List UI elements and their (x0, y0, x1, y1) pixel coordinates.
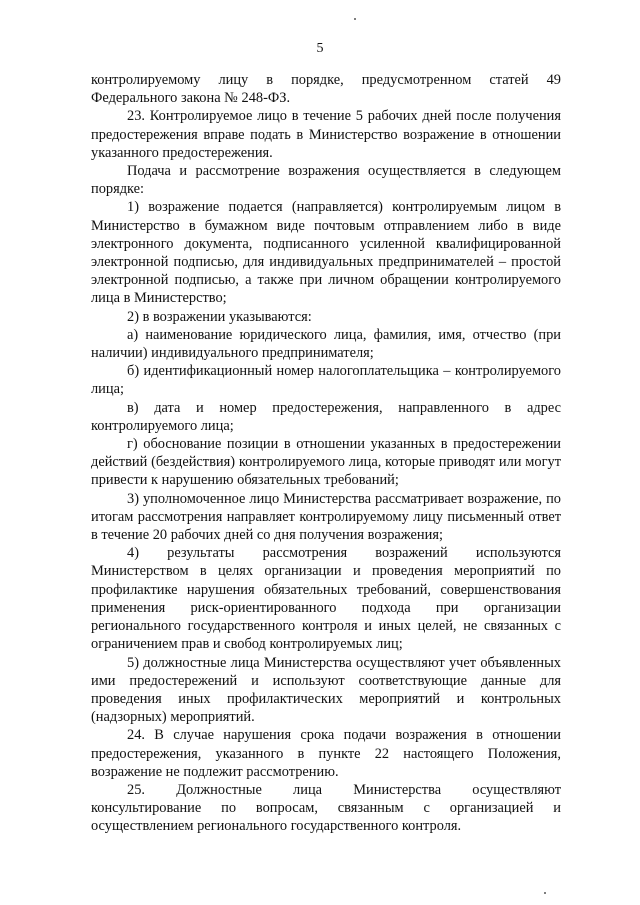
list-item-4: 4) результаты рассмотрения возражений используются Министерством в целях организации и проведения мероприятий по профилактике нарушения обязательных требований, совершенствования применения риск-ориентированного подхода при организации регионального государственного контроля и иных целей, не связанных с ограничением прав и свобод контролируемых лиц; (91, 545, 561, 653)
scan-speck (354, 18, 356, 20)
list-item-2v: в) дата и номер предостережения, направленного в адрес контролируемого лица; (91, 399, 561, 434)
paragraph-continuation: контролируемому лицу в порядке, предусмотренном статей 49 Федерального закона № 248-ФЗ. (91, 72, 561, 107)
document-body (91, 71, 561, 836)
scan-speck (544, 892, 546, 894)
list-item-2g: г) обоснование позиции в отношении указанных в предостережении действий (бездействия) контролируемого лица, которые приводят или могут привести к нарушению обязательных требований; (91, 436, 561, 489)
paragraph-25: 25. Должностные лица Министерства осуществляют консультирование по вопросам, связанным с организацией и осуществлением регионального государственного контроля. (91, 781, 561, 835)
paragraph-24: 24. В случае нарушения срока подачи возражения в отношении предостережения, указанного в пункте 22 настоящего Положения, возражение не подлежит рассмотрению. (91, 727, 561, 780)
page-number: 5 (316, 41, 324, 56)
list-item-2b: б) идентификационный номер налогоплательщика – контролируемого лица; (91, 363, 561, 398)
list-item-5: 5) должностные лица Министерства осуществляют учет объявленных ими предостережений и используют соответствующие данные для проведения иных профилактических мероприятий и контрольных (надзорных) мероприятий. (91, 654, 561, 726)
paragraph-objection-procedure: Подача и рассмотрение возражения осуществляется в следующем порядке: (91, 163, 561, 198)
list-item-3: 3) уполномоченное лицо Министерства рассматривает возражение, по итогам рассмотрения направляет контролируемому лицу письменный ответ в течение 20 рабочих дней со дня получения возражения; (91, 490, 561, 544)
list-item-2: 2) в возражении указываются: (127, 308, 312, 325)
paragraph-23: 23. Контролируемое лицо в течение 5 рабочих дней после получения предостережения вправе подать в Министерство возражение в отношении указанного предостережения. (91, 108, 561, 161)
list-item-2a: а) наименование юридического лица, фамилия, имя, отчество (при наличии) индивидуального предпринимателя; (91, 326, 561, 362)
list-item-1: 1) возражение подается (направляется) контролируемым лицом в Министерство в бумажном виде почтовым отправлением либо в виде электронного документа, подписанного усиленной квалифицированной электронной подписью, для индивидуальных предпринимателей – простой электронной подписью, а также при личном обращении контролируемого лица в Министерство; (91, 199, 561, 307)
